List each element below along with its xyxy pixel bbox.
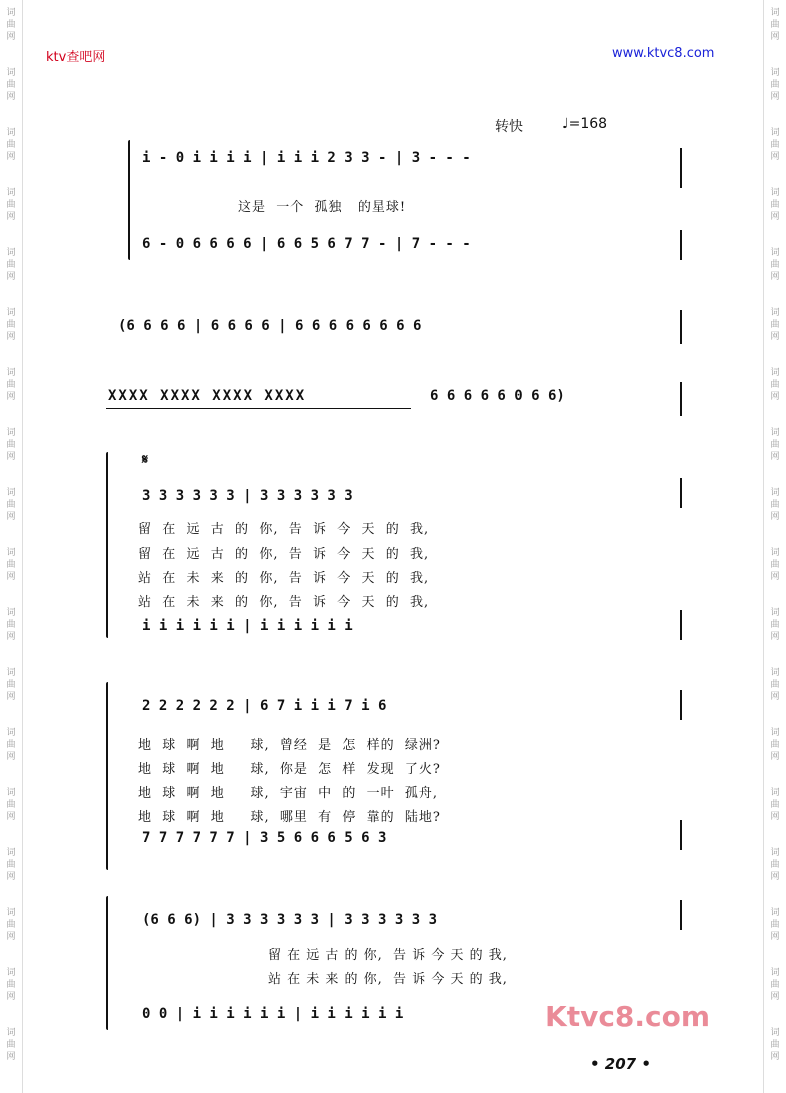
system5-brace [106, 896, 108, 1030]
side-watermark-char: 网 [770, 32, 780, 42]
side-watermark-char: 词 [6, 608, 16, 618]
side-watermark-char: 曲 [770, 920, 780, 930]
side-watermark-char: 网 [770, 872, 780, 882]
side-watermark-char: 网 [6, 392, 16, 402]
system2-underline [106, 408, 411, 409]
side-watermark-char: 词 [6, 968, 16, 978]
side-watermark-char: 曲 [770, 200, 780, 210]
side-watermark-char: 词 [770, 728, 780, 738]
side-watermark-char: 词 [770, 188, 780, 198]
system2-bar-2 [680, 382, 682, 416]
side-watermark-char: 网 [770, 512, 780, 522]
side-watermark-char: 词 [6, 188, 16, 198]
side-watermark-char: 曲 [770, 980, 780, 990]
side-watermark-char: 网 [6, 872, 16, 882]
system5-bottom-notes: 0 0 | i i i i i i | i i i i i i [142, 1006, 404, 1022]
side-watermark-char: 词 [6, 548, 16, 558]
side-watermark-char: 网 [6, 452, 16, 462]
side-watermark-char: 词 [770, 668, 780, 678]
side-watermark-char: 网 [770, 572, 780, 582]
side-watermark-char: 曲 [6, 260, 16, 270]
side-watermark-char: 词 [770, 788, 780, 798]
side-watermark-char: 网 [770, 392, 780, 402]
system3-bar-2 [680, 610, 682, 640]
side-watermark-char: 词 [770, 488, 780, 498]
side-watermark-char: 曲 [770, 80, 780, 90]
side-watermark-char: 词 [6, 308, 16, 318]
side-watermark-char: 网 [770, 932, 780, 942]
system5-top-notes: (6 6 6) | 3 3 3 3 3 3 | 3 3 3 3 3 3 [142, 912, 438, 928]
system3-brace [106, 452, 108, 638]
side-watermark-char: 网 [6, 152, 16, 162]
side-watermark-char: 曲 [770, 320, 780, 330]
side-watermark-char: 曲 [6, 920, 16, 930]
side-watermark-char: 曲 [770, 440, 780, 450]
side-watermark-char: 词 [770, 848, 780, 858]
side-watermark-char: 网 [6, 572, 16, 582]
side-watermark-char: 词 [6, 248, 16, 258]
side-watermark-char: 曲 [770, 620, 780, 630]
system4-lyric-2: 地 球 啊 地 球, 你是 怎 样 发现 了火? [138, 762, 441, 777]
side-watermark-char: 网 [6, 272, 16, 282]
system1-bottom-notes: 6 - 0 6 6 6 6 | 6 6 5 6 7 7 - | 7 - - - [142, 236, 471, 252]
side-watermark-char: 词 [6, 8, 16, 18]
side-watermark-char: 曲 [6, 500, 16, 510]
side-watermark-char: 网 [6, 92, 16, 102]
side-watermark-char: 词 [770, 308, 780, 318]
system4-brace [106, 682, 108, 870]
system3-bottom-notes: i i i i i i | i i i i i i [142, 618, 353, 634]
side-watermark-char: 曲 [770, 860, 780, 870]
side-watermark-char: 词 [770, 368, 780, 378]
side-watermark-char: 词 [6, 428, 16, 438]
side-watermark-char: 网 [770, 92, 780, 102]
system3-top-notes: 3 3 3 3 3 3 | 3 3 3 3 3 3 [142, 488, 353, 504]
system3-lyric-3: 站 在 未 来 的 你, 告 诉 今 天 的 我, [138, 571, 430, 586]
side-watermark-char: 网 [6, 632, 16, 642]
side-watermark-char: 曲 [770, 260, 780, 270]
side-watermark-char: 曲 [770, 680, 780, 690]
side-watermark-char: 网 [770, 992, 780, 1002]
side-watermark-char: 曲 [770, 20, 780, 30]
side-watermark-char: 曲 [770, 560, 780, 570]
side-watermark-char: 网 [6, 1052, 16, 1062]
system1-end-bar [680, 148, 682, 188]
side-watermark-char: 网 [770, 452, 780, 462]
segno-sign: 𝄋 [142, 452, 149, 468]
side-watermark-char: 曲 [770, 800, 780, 810]
side-watermark-char: 网 [770, 692, 780, 702]
side-watermark-char: 词 [6, 668, 16, 678]
side-watermark-char: 曲 [6, 80, 16, 90]
system2-notes-2: 6 6 6 6 6 0 6 6) [430, 388, 565, 404]
system5-lyric-2: 站 在 未 来 的 你, 告 诉 今 天 的 我, [268, 972, 508, 987]
side-watermark-char: 曲 [6, 620, 16, 630]
side-watermark-char: 曲 [6, 20, 16, 30]
side-watermark-char: 词 [6, 788, 16, 798]
side-watermark-char: 词 [6, 488, 16, 498]
side-watermark-char: 曲 [6, 380, 16, 390]
side-watermark-char: 网 [6, 692, 16, 702]
system3-lyric-1: 留 在 远 古 的 你, 告 诉 今 天 的 我, [138, 522, 430, 537]
side-watermark-char: 曲 [6, 320, 16, 330]
side-watermark-char: 网 [6, 932, 16, 942]
side-watermark-char: 曲 [6, 1040, 16, 1050]
side-watermark-char: 词 [770, 548, 780, 558]
system1-lyric: 这是 一个 孤独 的星球! [238, 200, 407, 215]
side-watermark-char: 词 [770, 8, 780, 18]
side-watermark-char: 网 [6, 992, 16, 1002]
side-watermark-char: 词 [770, 1028, 780, 1038]
side-watermark-char: 网 [770, 332, 780, 342]
side-watermark-char: 网 [6, 332, 16, 342]
system4-lyric-3: 地 球 啊 地 球, 宇宙 中 的 一叶 孤舟, [138, 786, 439, 801]
side-watermark-char: 词 [6, 1028, 16, 1038]
side-watermark-char: 词 [770, 68, 780, 78]
system2-notes: (6 6 6 6 | 6 6 6 6 | 6 6 6 6 6 6 6 6 [118, 318, 422, 334]
side-watermark-char: 词 [6, 848, 16, 858]
site-url: www.ktvc8.com [612, 46, 715, 61]
system3-bar [680, 478, 682, 508]
side-watermark-char: 曲 [6, 560, 16, 570]
side-watermark-char: 曲 [770, 500, 780, 510]
system2-bar [680, 310, 682, 344]
side-watermark-char: 词 [6, 368, 16, 378]
side-watermark-char: 网 [6, 212, 16, 222]
system4-lyric-1: 地 球 啊 地 球, 曾经 是 怎 样的 绿洲? [138, 738, 441, 753]
tempo-label: 转快 [495, 119, 523, 135]
side-watermark-char: 网 [6, 812, 16, 822]
tempo-mark: ♩=168 [562, 116, 608, 132]
system4-bottom-notes: 7 7 7 7 7 7 | 3 5 6 6 6 5 6 3 [142, 830, 387, 846]
side-watermark-char: 网 [770, 272, 780, 282]
side-watermark-char: 曲 [6, 800, 16, 810]
side-watermark-char: 曲 [6, 740, 16, 750]
side-watermark-char: 网 [770, 632, 780, 642]
side-watermark-char: 曲 [6, 140, 16, 150]
side-watermark-char: 词 [770, 128, 780, 138]
side-watermark-char: 词 [770, 428, 780, 438]
side-watermark-char: 词 [6, 68, 16, 78]
side-watermark-char: 词 [770, 968, 780, 978]
side-watermark-char: 词 [6, 128, 16, 138]
page-number: • 207 • [590, 1055, 651, 1073]
system5-bar [680, 900, 682, 930]
side-watermark-char: 曲 [6, 440, 16, 450]
side-watermark-char: 曲 [6, 200, 16, 210]
system3-lyric-4: 站 在 未 来 的 你, 告 诉 今 天 的 我, [138, 595, 430, 610]
system4-bar [680, 690, 682, 720]
system2-percussion: XXXX XXXX XXXX XXXX [108, 388, 307, 404]
side-watermark-char: 词 [6, 908, 16, 918]
side-watermark-char: 网 [770, 212, 780, 222]
side-watermark-char: 曲 [6, 860, 16, 870]
side-watermark-char: 网 [6, 32, 16, 42]
side-watermark-char: 曲 [770, 140, 780, 150]
side-watermark-char: 曲 [770, 740, 780, 750]
side-watermark-char: 曲 [6, 980, 16, 990]
side-watermark-char: 网 [6, 512, 16, 522]
system1-top-notes: i - 0 i i i i | i i i 2 3 3 - | 3 - - - [142, 150, 471, 166]
side-watermark-char: 词 [770, 248, 780, 258]
side-watermark-char: 曲 [6, 680, 16, 690]
system4-lyric-4: 地 球 啊 地 球, 哪里 有 停 靠的 陆地? [138, 810, 441, 825]
side-watermark-char: 曲 [770, 380, 780, 390]
system4-bar-2 [680, 820, 682, 850]
side-watermark-char: 词 [770, 608, 780, 618]
system3-lyric-2: 留 在 远 古 的 你, 告 诉 今 天 的 我, [138, 547, 430, 562]
site-name: ktv查吧网 [46, 50, 106, 65]
side-watermark-char: 网 [770, 152, 780, 162]
system5-lyric-1: 留 在 远 古 的 你, 告 诉 今 天 的 我, [268, 948, 508, 963]
side-watermark-char: 网 [6, 752, 16, 762]
system1-brace [128, 140, 130, 260]
site-watermark-logo: Ktvc8.com [545, 1000, 711, 1033]
side-watermark-char: 词 [6, 728, 16, 738]
side-watermark-char: 网 [770, 812, 780, 822]
side-watermark-char: 网 [770, 752, 780, 762]
system4-top-notes: 2 2 2 2 2 2 | 6 7 i i i 7 i 6 [142, 698, 387, 714]
system1-end-bar-2 [680, 230, 682, 260]
side-watermark-char: 网 [770, 1052, 780, 1062]
side-watermark-char: 曲 [770, 1040, 780, 1050]
side-watermark-char: 词 [770, 908, 780, 918]
